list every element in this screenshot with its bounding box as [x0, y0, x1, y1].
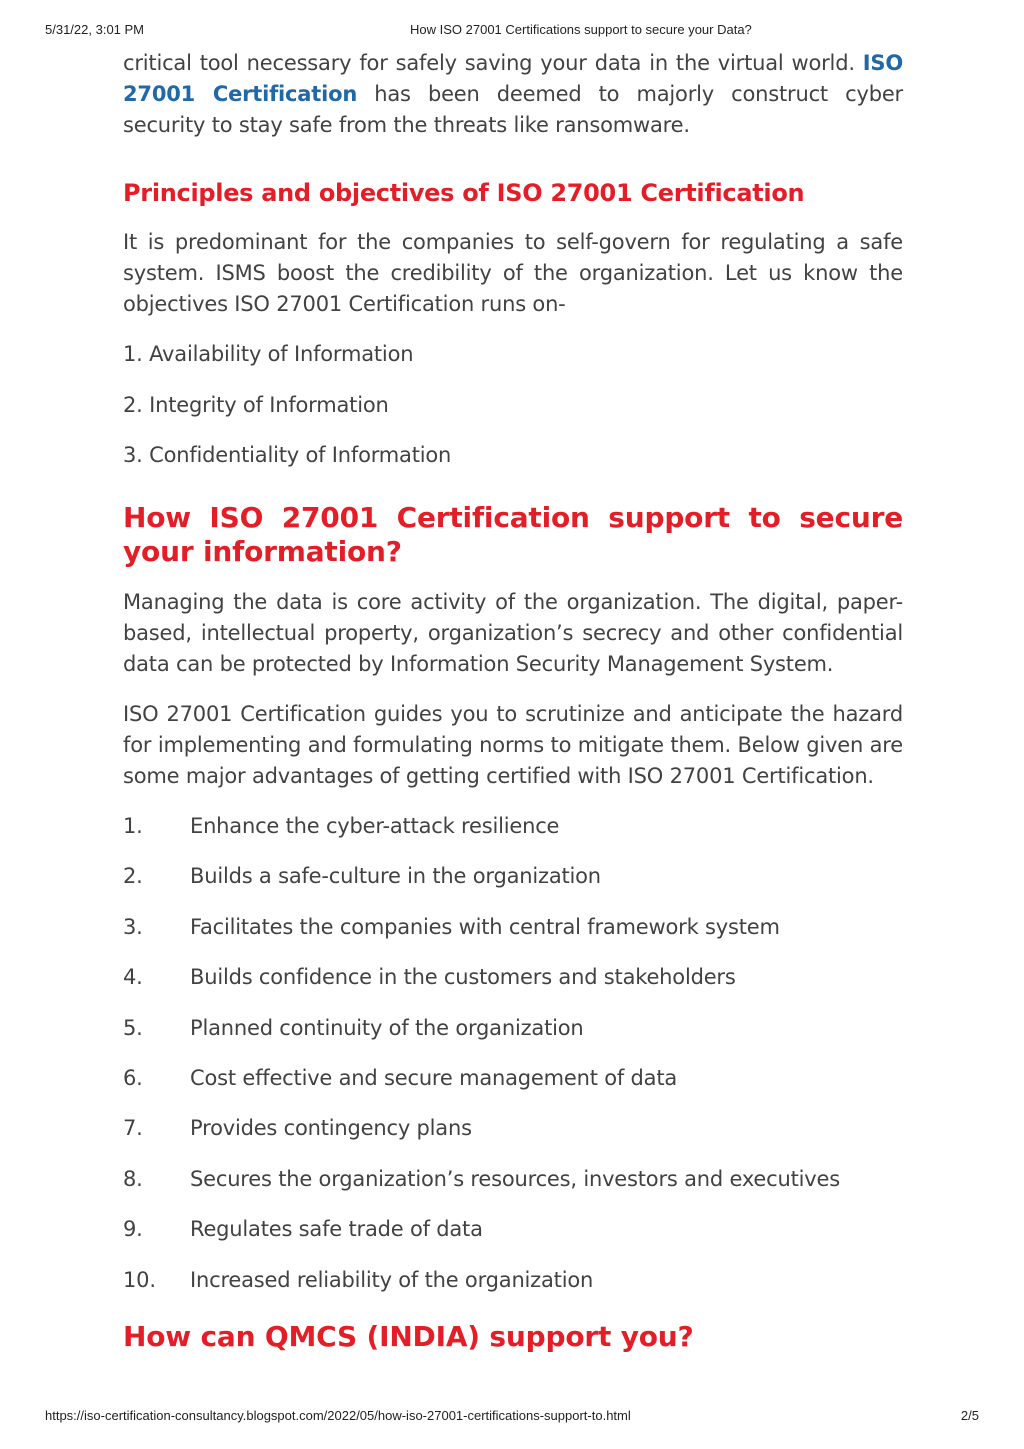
- list-item: [123, 1164, 903, 1195]
- objectives-list: [123, 339, 903, 471]
- list-item-number: 3.: [123, 914, 143, 939]
- print-page-title: How ISO 27001 Certifications support to secure your Data?: [410, 22, 752, 37]
- advantages-list: [123, 811, 903, 1296]
- list-item-text: Enhance the cyber-attack resilience: [190, 814, 560, 838]
- list-item: [123, 1063, 903, 1094]
- list-item-number: 2.: [123, 864, 143, 889]
- list-item: [123, 962, 903, 993]
- list-item: [123, 912, 903, 943]
- list-item-number: 6.: [123, 1065, 143, 1090]
- list-item-text: Secures the organization’s resources, investors and executives: [190, 1166, 840, 1191]
- list-item-text: Builds confidence in the customers and stakeholders: [190, 965, 736, 990]
- list-item: 2. Integrity of Information: [123, 392, 389, 417]
- list-item: [123, 1013, 903, 1044]
- list-item-number: 4.: [123, 965, 143, 990]
- principles-heading: Principles and objectives of ISO 27001 Certification: [123, 179, 805, 207]
- list-item: [123, 811, 903, 842]
- print-date: 5/31/22, 3:01 PM: [45, 22, 145, 37]
- list-item: [123, 1214, 903, 1245]
- list-item-text: Builds a safe-culture in the organization: [190, 864, 601, 889]
- iso-27001-certification-link[interactable]: ISO 27001 Certification: [123, 51, 903, 106]
- print-footer: [45, 1408, 979, 1426]
- list-item: 1. Availability of Information: [123, 342, 414, 366]
- article-body: [123, 48, 903, 1372]
- principles-paragraph: It is predominant for the companies to self-govern for regulating a safe system. ISMS boost the credibility of the organization. Let us know the objectives ISO 27001 Certification runs on-: [123, 230, 903, 316]
- list-item-text: Facilitates the companies with central framework system: [190, 914, 780, 939]
- list-item-number: 5.: [123, 1015, 143, 1040]
- list-item-text: Planned continuity of the organization: [190, 1015, 584, 1040]
- page-url: https://iso-certification-consultancy.blogspot.com/2022/05/how-iso-27001-certifications-support-to.html: [45, 1408, 631, 1423]
- list-item-number: 8.: [123, 1166, 143, 1191]
- qmcs-heading: How can QMCS (INDIA) support you?: [123, 1319, 694, 1353]
- list-item-number: 10.: [123, 1267, 156, 1292]
- list-item-text: Cost effective and secure management of data: [190, 1065, 678, 1090]
- list-item-text: Regulates safe trade of data: [190, 1217, 483, 1242]
- list-item-text: Increased reliability of the organization: [190, 1267, 594, 1292]
- list-item-number: 1.: [123, 814, 143, 838]
- list-item-number: 7.: [123, 1116, 143, 1141]
- list-item: [123, 1113, 903, 1144]
- intro-text-before: critical tool necessary for safely saving your data in the virtual world.: [123, 51, 863, 75]
- intro-text-after: has been deemed to majorly construct cyber security to stay safe from the threats like ransomware.: [123, 82, 903, 137]
- page-number: 2/5: [960, 1408, 979, 1423]
- support-paragraph-2: ISO 27001 Certification guides you to scrutinize and anticipate the hazard for implementing and formulating norms to mitigate them. Below given are some major advantages of getting certified with ISO 27001 Certification.: [123, 702, 903, 788]
- list-item-number: 9.: [123, 1217, 143, 1242]
- support-heading: How ISO 27001 Certification support to secure your information?: [123, 501, 903, 568]
- list-item: [123, 1265, 903, 1296]
- list-item: 3. Confidentiality of Information: [123, 443, 452, 467]
- intro-paragraph: [123, 48, 903, 141]
- support-paragraph-1: Managing the data is core activity of the organization. The digital, paper-based, intellectual property, organization’s secrecy and other confidential data can be protected by Information Security Management System.: [123, 590, 903, 676]
- list-item-text: Provides contingency plans: [190, 1116, 472, 1141]
- list-item: [123, 861, 903, 892]
- print-header: [45, 22, 979, 40]
